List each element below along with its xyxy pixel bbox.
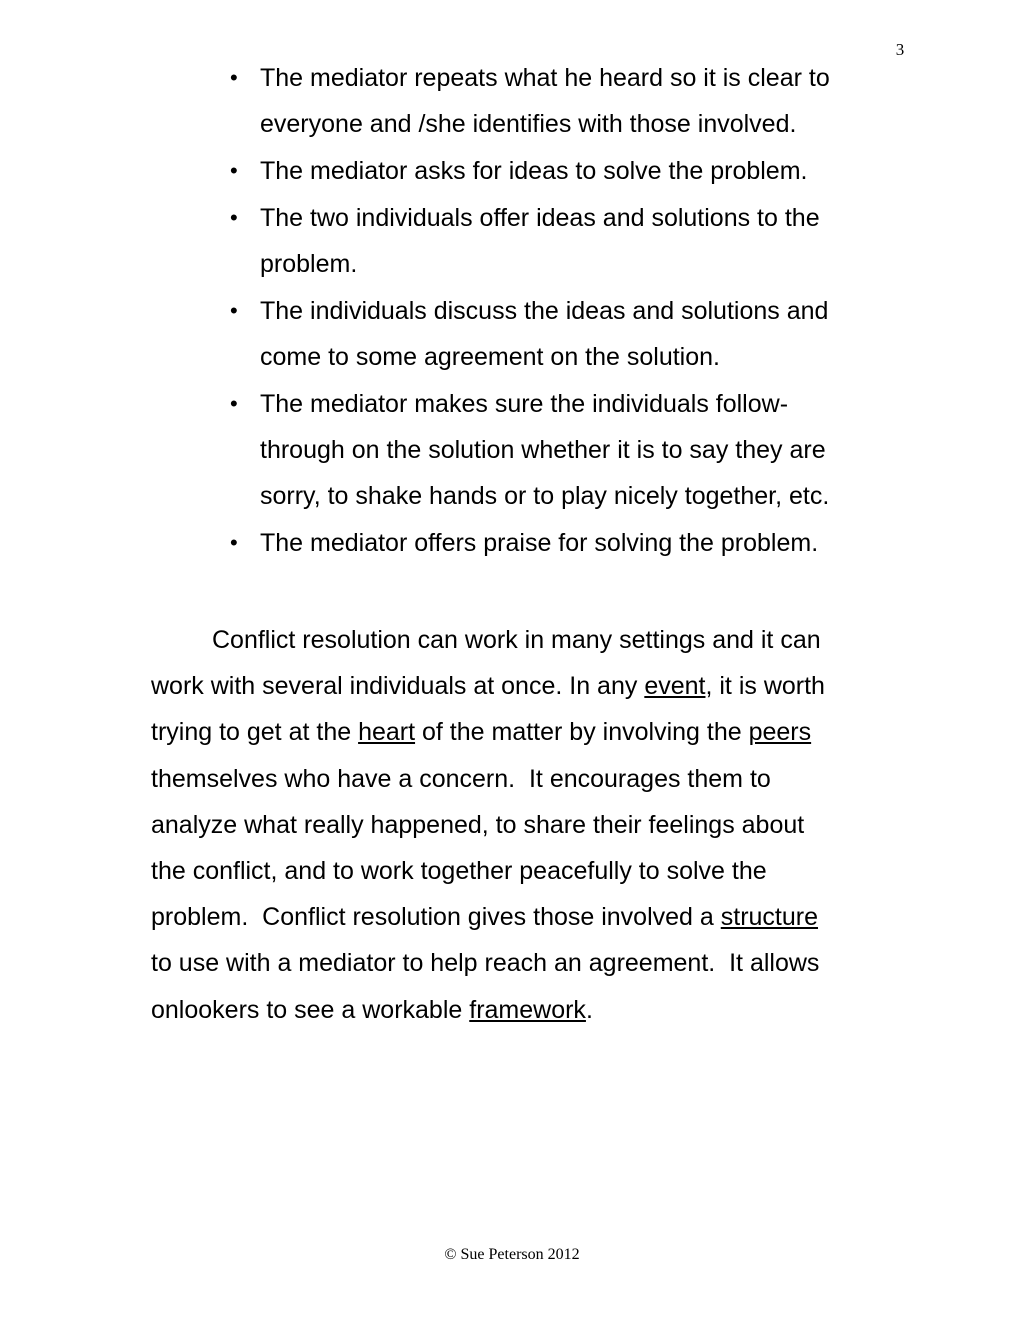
copyright-footer: © Sue Peterson 2012 <box>444 1246 580 1263</box>
paragraph-text: work with several individuals at once. In any <box>151 672 645 701</box>
underlined-term-peers: peers <box>748 718 812 747</box>
bullet-item <box>228 381 908 519</box>
bullet-text-line: The mediator asks for ideas to solve the problem. <box>260 157 808 185</box>
paragraph-text: problem. Conflict resolution gives those involved a <box>151 903 721 932</box>
bullet-text-line: problem. <box>260 250 358 278</box>
bullet-icon: • <box>230 298 238 323</box>
bullet-icon: • <box>230 158 238 183</box>
paragraph-line: Conflict resolution can work in many settings and it can <box>212 626 821 654</box>
bullet-text-line: everyone and /she identifies with those involved. <box>260 110 797 138</box>
paragraph-text: . <box>585 995 593 1024</box>
bullet-item <box>228 55 908 147</box>
bullet-item <box>228 148 908 194</box>
paragraph-text: of the matter by involving the <box>415 718 749 747</box>
bullet-text-line: The mediator repeats what he heard so it is clear to <box>260 64 830 92</box>
paragraph-line: to use with a mediator to help reach an agreement. It allows <box>151 949 820 978</box>
paragraph-line: the conflict, and to work together peacefully to solve the <box>151 857 767 886</box>
paragraph-line <box>151 709 891 755</box>
underlined-term-structure: structure <box>720 903 819 932</box>
bullet-text-line: come to some agreement on the solution. <box>260 343 720 371</box>
underlined-term-framework: framework <box>469 995 586 1024</box>
paragraph-line <box>151 663 891 709</box>
bullet-icon: • <box>230 205 238 230</box>
paragraph-text: , it is worth <box>705 672 825 701</box>
bullet-text-line: The two individuals offer ideas and solutions to the <box>260 204 820 232</box>
paragraph-text: trying to get at the <box>151 718 359 747</box>
procedure-bullet-list <box>228 55 908 567</box>
bullet-text-line: The mediator makes sure the individuals follow- <box>260 390 789 418</box>
bullet-item <box>228 195 908 287</box>
bullet-item <box>228 288 908 380</box>
paragraph-line <box>151 894 891 940</box>
paragraph-line: analyze what really happened, to share their feelings about <box>151 810 805 839</box>
bullet-item <box>228 520 908 566</box>
bullet-text-line: through on the solution whether it is to say they are <box>260 436 826 464</box>
paragraph-line <box>151 987 891 1033</box>
bullet-icon: • <box>230 530 238 555</box>
bullet-text-line: sorry, to shake hands or to play nicely together, etc. <box>260 482 830 510</box>
body-paragraph <box>151 617 891 1033</box>
bullet-text-line: The individuals discuss the ideas and solutions and <box>260 297 829 325</box>
paragraph-line: themselves who have a concern. It encourages them to <box>151 764 771 793</box>
bullet-text-line: The mediator offers praise for solving the problem. <box>260 529 819 557</box>
page-number: 3 <box>895 40 905 59</box>
bullet-icon: • <box>230 65 238 90</box>
bullet-icon: • <box>230 391 238 416</box>
underlined-term-heart: heart <box>358 718 416 747</box>
paragraph-text: onlookers to see a workable <box>151 995 470 1024</box>
underlined-term-event: event <box>644 672 706 701</box>
